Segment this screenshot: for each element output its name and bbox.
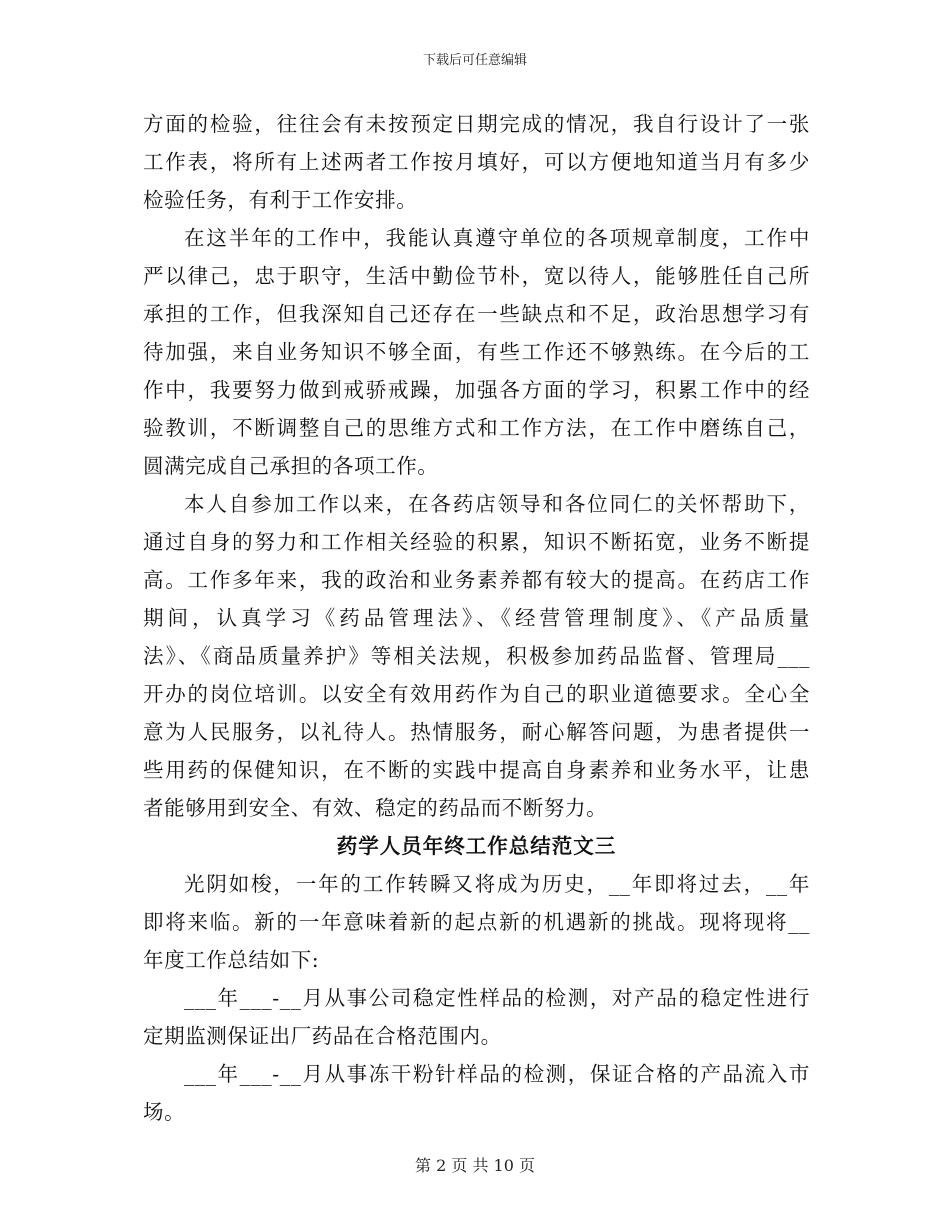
paragraph-first-line: ___年___-__月从事公司稳定性样品的检测，对产品的稳定性进行 [184,986,810,1010]
body-line: 意为人民服务，以礼待人。热情服务，耐心解答问题，为患者提供一 [143,720,810,744]
body-line: 高。工作多年来，我的政治和业务素养都有较大的提高。在药店工作 [143,568,810,592]
body-line: 验教训，不断调整自己的思维方式和工作方法，在工作中磨练自己， [143,416,810,440]
body-line: 即将来临。新的一年意味着新的起点新的机遇新的挑战。现将现将__ [143,910,810,934]
paragraph-first-line: 光阴如梭，一年的工作转瞬又将成为历史，__年即将过去，__年 [184,872,810,896]
body-line: 作中，我要努力做到戒骄戒躁，加强各方面的学习，积累工作中的经 [143,378,810,402]
body-line: 工作表，将所有上述两者工作按月填好，可以方便地知道当月有多少 [143,150,810,174]
section-heading: 药学人员年终工作总结范文三 [336,834,617,858]
body-line: 圆满完成自己承担的各项工作。 [143,454,439,478]
body-line: 开办的岗位培训。以安全有效用药作为自己的职业道德要求。全心全 [143,682,810,706]
body-line: 者能够用到安全、有效、稳定的药品而不断努力。 [143,796,608,820]
body-line: 场。 [143,1100,186,1124]
page-number-footer: 第 2 页 共 10 页 [415,1156,535,1175]
body-line: 承担的工作，但我深知自己还存在一些缺点和不足，政治思想学习有 [143,302,810,326]
paragraph-first-line: ___年___-__月从事冻干粉针样品的检测，保证合格的产品流入市 [184,1062,810,1086]
body-line: 严以律己，忠于职守，生活中勤俭节朴，宽以待人，能够胜任自己所 [143,264,810,288]
body-line: 年度工作总结如下: [143,948,320,972]
body-line: 待加强，来自业务知识不够全面，有些工作还不够熟练。在今后的工 [143,340,810,364]
body-line: 法》、《商品质量养护》等相关法规，积极参加药品监督、管理局___ [143,644,810,668]
body-line: 检验任务，有利于工作安排。 [143,188,418,212]
body-line: 通过自身的努力和工作相关经验的积累，知识不断拓宽，业务不断提 [143,530,810,554]
body-line: 定期监测保证出厂药品在合格范围内。 [143,1024,502,1048]
body-line: 方面的检验，往往会有未按预定日期完成的情况，我自行设计了一张 [143,112,810,136]
document-body [143,105,810,1131]
paragraph-first-line: 在这半年的工作中，我能认真遵守单位的各项规章制度，工作中 [184,226,810,250]
body-line: 期间，认真学习《药品管理法》、《经营管理制度》、《产品质量 [143,606,810,630]
page-header: 下载后可任意编辑 [422,53,527,68]
body-line: 些用药的保健知识，在不断的实践中提高自身素养和业务水平，让患 [143,758,810,782]
paragraph-first-line: 本人自参加工作以来，在各药店领导和各位同仁的关怀帮助下， [184,492,810,516]
